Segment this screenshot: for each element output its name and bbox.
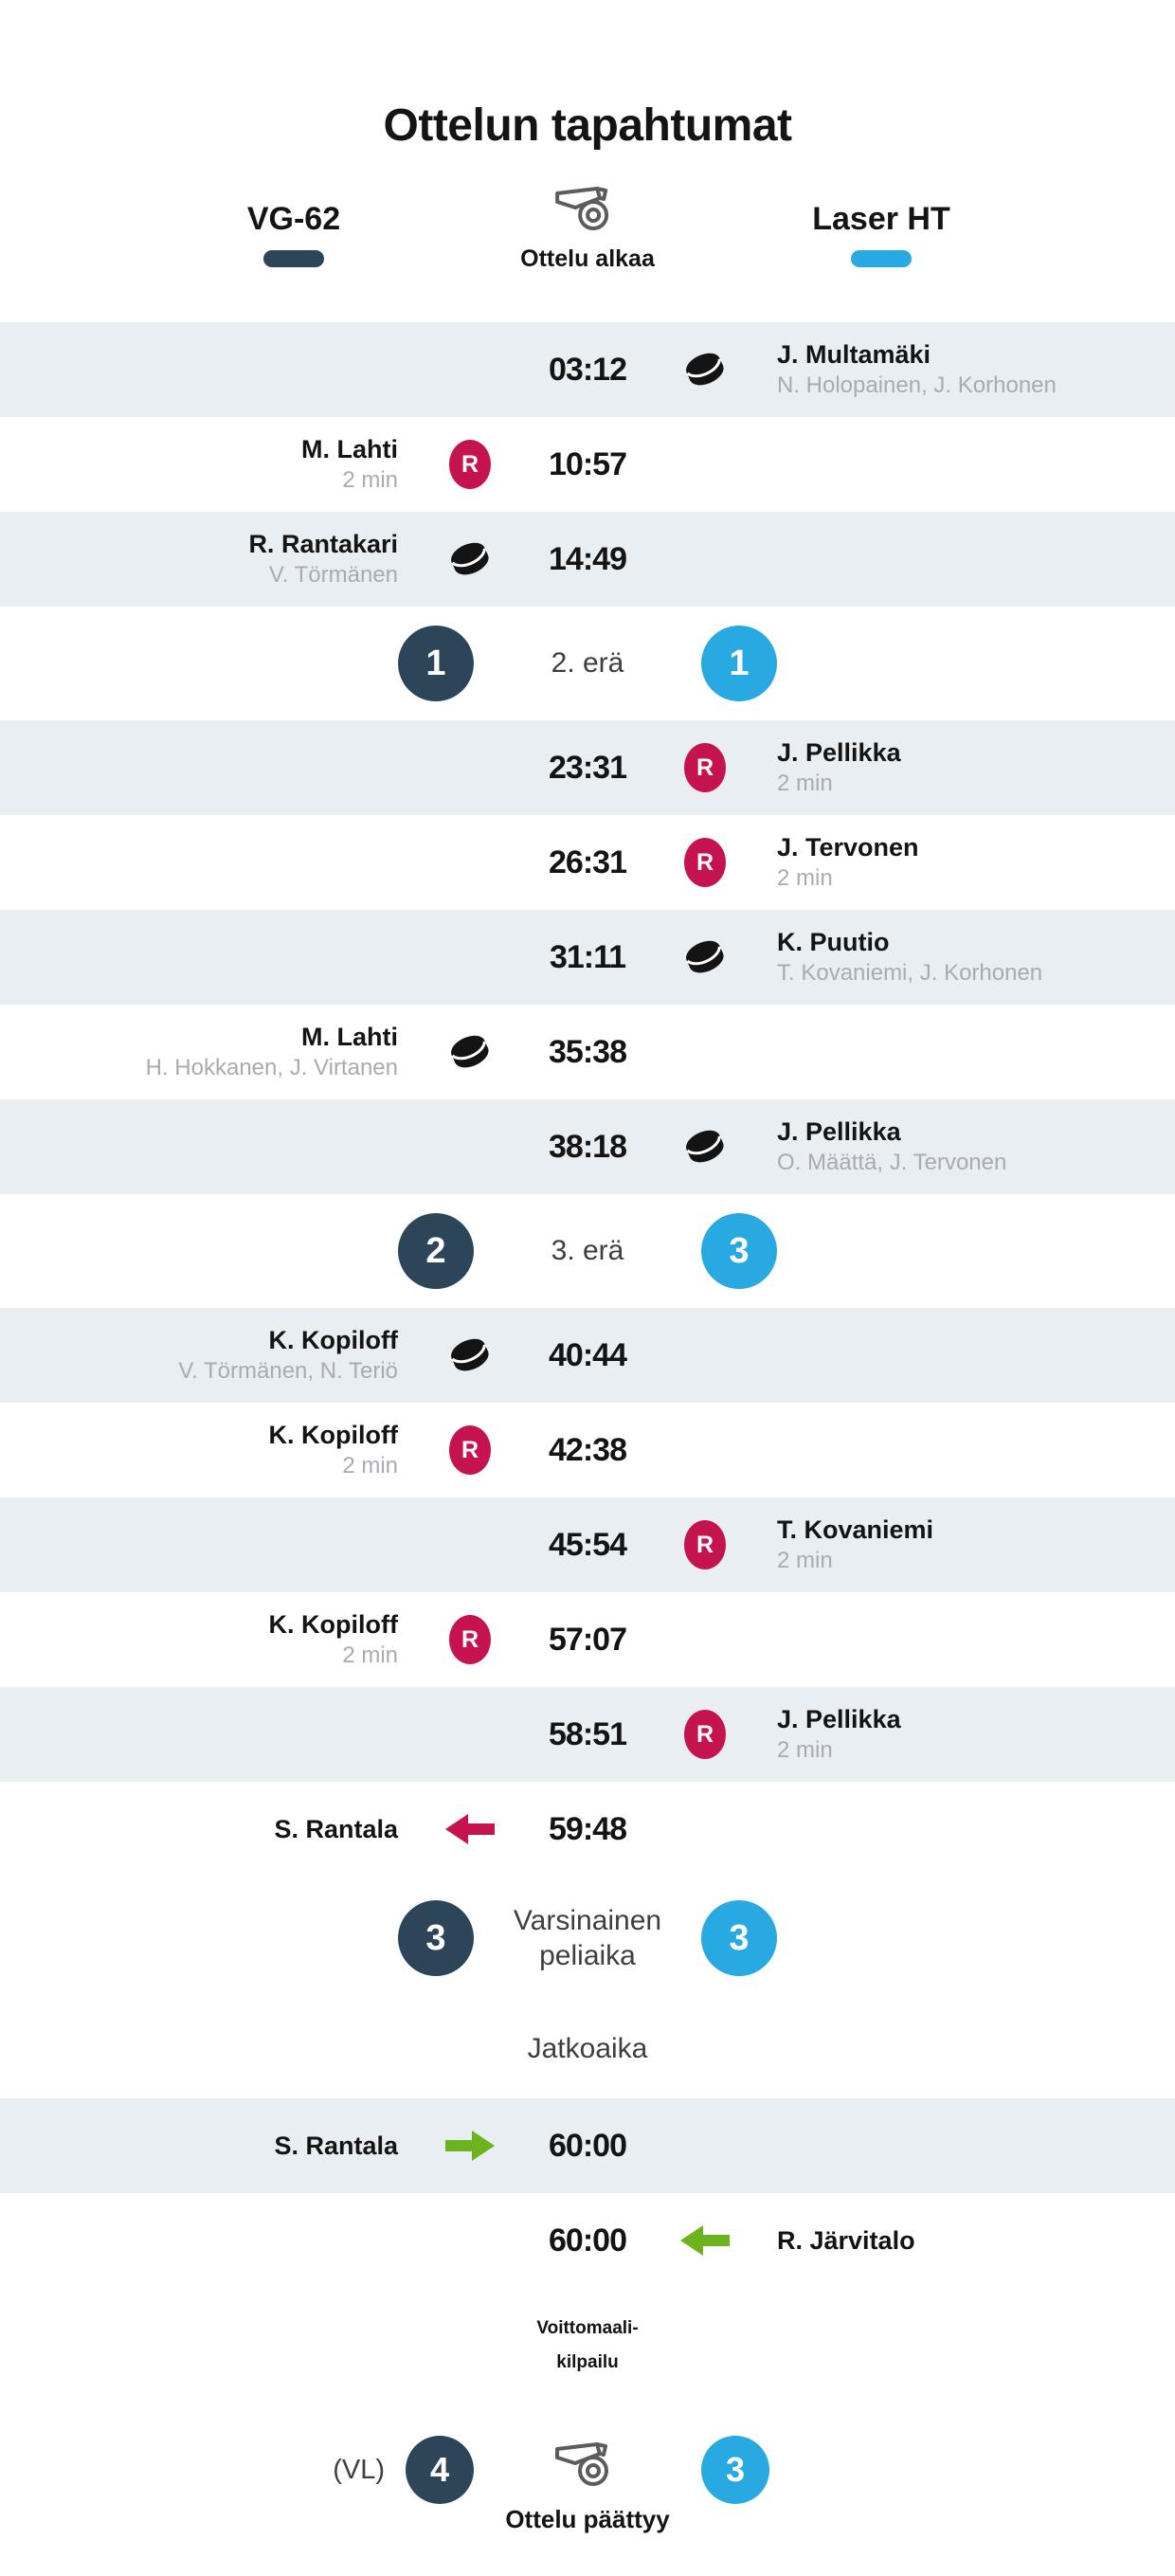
player-name: J. Pellikka [777, 738, 901, 767]
event-time: 38:18 [549, 1128, 626, 1165]
event-detail: 2 min [342, 1642, 398, 1668]
home-period-score-circle: 2 [398, 1213, 474, 1289]
event-row [0, 417, 1175, 512]
player-name: M. Lahti [301, 435, 398, 463]
away-event-icon-cell [665, 838, 745, 887]
event-row [0, 815, 1175, 910]
event-time: 26:31 [549, 844, 626, 880]
player-name: S. Rantala [274, 2131, 398, 2160]
event-row [0, 1687, 1175, 1782]
home-event-icon-cell [430, 1425, 510, 1475]
home-player-info [0, 1421, 430, 1479]
puck-icon [679, 934, 731, 981]
player-name: K. Kopiloff [268, 1610, 398, 1639]
home-period-score-circle: 3 [398, 1900, 474, 1976]
puck-icon [444, 1028, 496, 1076]
period-divider [0, 1877, 1175, 2000]
match-end-label: Ottelu päättyy [505, 2505, 670, 2533]
home-player-info [0, 2132, 430, 2161]
page-title: Ottelun tapahtumat [383, 100, 792, 151]
player-name: S. Rantala [274, 1814, 398, 1843]
match-header [0, 167, 1175, 322]
event-row [0, 910, 1175, 1005]
event-detail: H. Hokkanen, J. Virtanen [145, 1055, 398, 1080]
away-period-score-circle: 3 [701, 1900, 777, 1976]
penalty-icon: R [684, 743, 726, 792]
event-detail: V. Törmänen, N. Teriö [178, 1358, 398, 1384]
home-event-icon-cell [430, 1615, 510, 1664]
home-event-icon-cell [430, 440, 510, 489]
period-divider [0, 607, 1175, 720]
penalty-icon: R [449, 1425, 491, 1475]
home-player-info [0, 1610, 430, 1669]
away-event-icon-cell [665, 1520, 745, 1569]
event-time: 60:00 [549, 2127, 626, 2164]
period-label: 3. erä [551, 1235, 624, 1267]
home-event-icon-cell [430, 2129, 510, 2163]
event-row [0, 512, 1175, 607]
penalty-icon: R [449, 1615, 491, 1664]
home-event-icon-cell [430, 535, 510, 583]
event-time: 03:12 [549, 351, 626, 388]
event-time: 23:31 [549, 749, 626, 786]
away-player-info [745, 1117, 1175, 1176]
event-row [0, 1403, 1175, 1497]
event-time: 31:11 [549, 938, 626, 975]
home-team-block [0, 201, 588, 267]
away-player-info [745, 2226, 1175, 2256]
puck-icon [679, 346, 731, 393]
away-event-icon-cell [665, 346, 745, 393]
event-detail: O. Määttä, J. Tervonen [777, 1150, 1007, 1175]
player-name: J. Pellikka [777, 1117, 901, 1146]
period-divider [0, 1194, 1175, 1308]
event-detail: T. Kovaniemi, J. Korhonen [777, 960, 1043, 986]
away-team-block [588, 201, 1175, 267]
home-final-score-circle: 4 [406, 2436, 474, 2504]
away-event-icon-cell [665, 1710, 745, 1759]
match-footer [0, 2404, 1175, 2568]
player-name: R. Rantakari [248, 530, 398, 558]
event-time: 60:00 [549, 2222, 626, 2259]
home-event-icon-cell [430, 1332, 510, 1379]
player-name: K. Kopiloff [268, 1421, 398, 1449]
shootout-heading-line: kilpailu [556, 2352, 619, 2372]
home-event-icon-cell [430, 1028, 510, 1076]
home-event-icon-cell [430, 1812, 510, 1846]
penalty-icon: R [684, 838, 726, 887]
goalie-in-arrow-icon [680, 2223, 730, 2258]
event-time: 14:49 [549, 540, 626, 577]
home-player-info [0, 530, 430, 589]
away-team-name: Laser HT [812, 201, 950, 237]
player-name: J. Tervonen [777, 833, 919, 862]
player-name: K. Puutio [777, 928, 890, 956]
event-row [0, 2193, 1175, 2288]
puck-icon [444, 535, 496, 583]
away-period-score-circle: 1 [701, 626, 777, 701]
match-start-label: Ottelu alkaa [520, 245, 655, 272]
away-team-color-bar [851, 250, 912, 267]
shootout-win-label: (VL) [333, 2454, 385, 2485]
away-player-info [745, 1705, 1175, 1764]
event-row [0, 1592, 1175, 1687]
event-time: 10:57 [549, 445, 626, 482]
event-row [0, 322, 1175, 417]
event-time: 58:51 [549, 1715, 626, 1752]
away-final-score-circle: 3 [701, 2436, 769, 2504]
home-player-info [0, 1023, 430, 1081]
away-event-icon-cell [665, 743, 745, 792]
home-player-info [0, 1326, 430, 1385]
away-event-icon-cell [665, 2223, 745, 2258]
penalty-icon: R [684, 1520, 726, 1569]
player-name: R. Järvitalo [777, 2225, 915, 2255]
away-event-icon-cell [665, 934, 745, 981]
event-row [0, 1308, 1175, 1403]
goalie-out-arrow-icon [445, 1812, 495, 1846]
penalty-icon: R [684, 1710, 726, 1759]
event-detail: V. Törmänen [268, 562, 398, 588]
event-row [0, 1782, 1175, 1877]
player-name: M. Lahti [301, 1023, 398, 1051]
event-time: 45:54 [549, 1526, 626, 1563]
away-player-info [745, 928, 1175, 987]
event-row [0, 720, 1175, 815]
event-detail: 2 min [777, 771, 833, 796]
event-time: 40:44 [549, 1336, 626, 1373]
event-time: 57:07 [549, 1621, 626, 1658]
penalty-icon: R [449, 440, 491, 489]
period-label: 2. erä [551, 647, 624, 680]
home-period-score-circle: 1 [398, 626, 474, 701]
match-end-block [474, 2438, 701, 2534]
event-detail: 2 min [777, 1548, 833, 1573]
event-row [0, 1005, 1175, 1099]
event-detail: 2 min [777, 1737, 833, 1763]
title-section [0, 0, 1175, 167]
away-event-icon-cell [665, 1123, 745, 1170]
event-detail: N. Holopainen, J. Korhonen [777, 372, 1057, 398]
player-name: J. Pellikka [777, 1705, 901, 1733]
event-detail: 2 min [342, 467, 398, 493]
puck-icon [444, 1332, 496, 1379]
section-heading: Jatkoaika [0, 2000, 1175, 2098]
away-player-info [745, 340, 1175, 399]
player-name: J. Multamäki [777, 340, 931, 369]
event-row [0, 1099, 1175, 1194]
home-team-color-bar [263, 250, 324, 267]
period-label: Varsinainen peliaika [513, 1904, 662, 1971]
goalie-in-arrow-icon [445, 2129, 495, 2163]
away-period-score-circle: 3 [701, 1213, 777, 1289]
player-name: K. Kopiloff [268, 1326, 398, 1354]
whistle-icon [552, 2438, 623, 2497]
player-name: T. Kovaniemi [777, 1515, 934, 1544]
away-player-info [745, 833, 1175, 892]
shootout-heading-line: Voittomaali- [536, 2317, 639, 2338]
event-detail: 2 min [342, 1453, 398, 1478]
events-timeline [0, 322, 1175, 2404]
away-player-info [745, 1515, 1175, 1574]
shootout-heading [0, 2288, 1175, 2404]
home-player-info [0, 435, 430, 494]
event-detail: 2 min [777, 865, 833, 891]
away-player-info [745, 738, 1175, 797]
event-time: 59:48 [549, 1810, 626, 1847]
event-time: 42:38 [549, 1431, 626, 1468]
home-player-info [0, 1815, 430, 1844]
home-team-name: VG-62 [246, 201, 341, 237]
event-row [0, 2098, 1175, 2193]
event-row [0, 1497, 1175, 1592]
puck-icon [679, 1123, 731, 1170]
event-time: 35:38 [549, 1033, 626, 1070]
